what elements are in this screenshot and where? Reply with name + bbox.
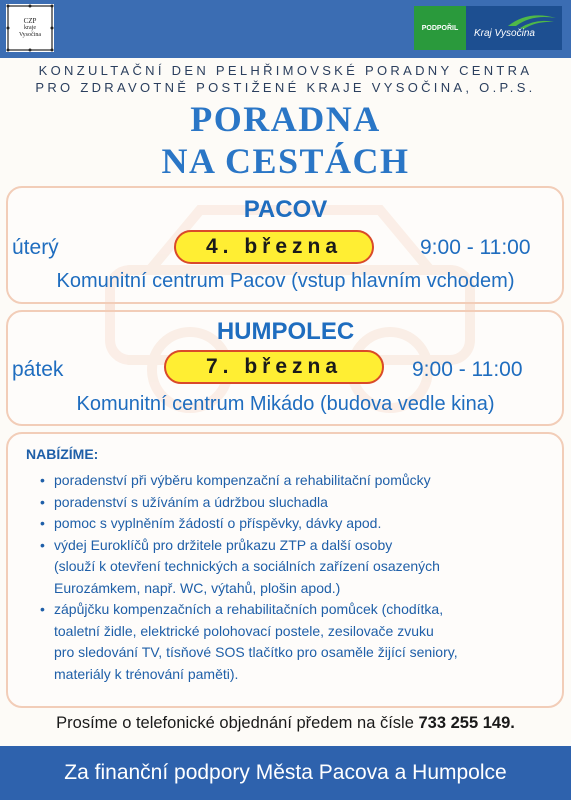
offer-item-line: (slouží k otevření technických a sociálních zařízení osazených [54, 558, 440, 574]
offer-item-line: pro sledování TV, tísňové SOS tlačítko pro osaměle žijící seniory, [54, 644, 458, 660]
offer-item [40, 470, 560, 492]
offer-item [40, 492, 560, 514]
kraj-vysocina-logo [466, 6, 562, 50]
org-line-1: KONZULTAČNÍ DEN PELHŘIMOVSKÉ PORADNY CENTRA [38, 63, 533, 78]
org-line-2: PRO ZDRAVOTNĚ POSTIŽENÉ KRAJE VYSOČINA, O.P.S. [35, 80, 536, 95]
phone-line [0, 714, 571, 733]
phone-text: Prosíme o telefonické objednání předem na čísle [56, 714, 414, 732]
offer-heading: NABÍZÍME: [26, 446, 99, 462]
offer-item-line: toaletní židle, elektrické polohovací postele, zesilovače zvuku [54, 622, 434, 639]
event-date-pacov: 4. března [174, 230, 374, 264]
czp-logo-text [6, 18, 54, 39]
offer-item-line: Eurozámkem, např. WC, výtahů, plošin apod.) [54, 579, 341, 596]
event-city-humpolec: HUMPOLEC [216, 318, 355, 345]
offer-item [40, 513, 560, 535]
czp-logo [6, 4, 54, 52]
offer-item-line: materiály k trénování paměti). [54, 665, 239, 682]
support-text: Za finanční podpory Města Pacova a Humpolce [64, 761, 507, 784]
phone-number: 733 255 149. [418, 714, 515, 732]
czp-logo-line1: CZP [23, 17, 37, 25]
support-band [0, 746, 571, 800]
event-city-pacov: PACOV [243, 196, 328, 223]
event-day-humpolec: pátek [12, 358, 64, 381]
title-line-2: NA CESTÁCH [161, 141, 410, 181]
offer-list [40, 470, 560, 685]
title-line-1: PORADNA [190, 99, 381, 139]
header-band [0, 0, 571, 58]
czp-logo-line2: kraje [24, 25, 36, 31]
offer-item-line: • poradenství při výběru kompenzační a rehabilitační pomůcky [54, 472, 431, 488]
event-venue-humpolec: Komunitní centrum Mikádo (budova vedle kina) [76, 393, 495, 415]
event-date-humpolec: 7. března [164, 350, 384, 384]
offer-item-line: • poradenství s užíváním a údržbou sluchadla [54, 493, 328, 510]
event-venue-pacov: Komunitní centrum Pacov (vstup hlavním vchodem) [56, 270, 515, 292]
sponsor-label: PODPOŘIL [414, 6, 466, 50]
czp-logo-line3: Vysočina [19, 32, 41, 38]
event-time-pacov: 9:00 - 11:00 [420, 236, 531, 259]
event-day-pacov: úterý [12, 236, 59, 259]
offer-item [40, 535, 560, 600]
offer-item [40, 599, 560, 685]
sponsor-name: Kraj Vysočina [474, 28, 535, 39]
offer-item-line: • pomoc s vyplněním žádostí o příspěvky, dávky apod. [54, 515, 382, 531]
sponsor-logo [414, 6, 562, 50]
offer-item-line: • výdej Euroklíčů pro držitele průkazu ZTP a další osoby [54, 536, 393, 553]
event-time-humpolec: 9:00 - 11:00 [412, 358, 523, 381]
offer-item-line: • zápůjčku kompenzačních a rehabilitačních pomůcek (chodítka, [54, 601, 444, 617]
